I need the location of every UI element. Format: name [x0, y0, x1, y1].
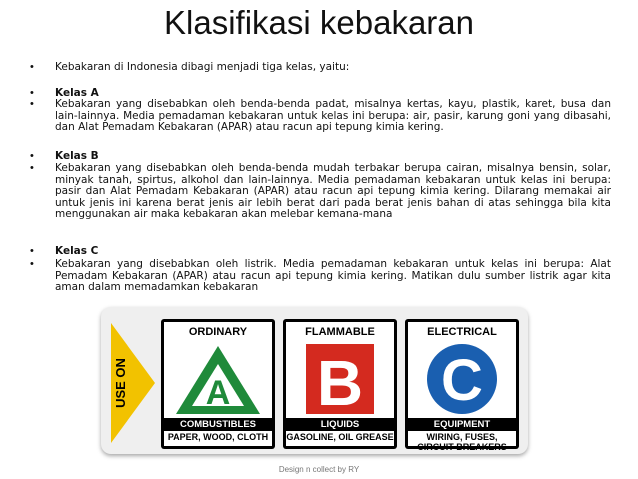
class-a-category: COMBUSTIBLES [164, 418, 272, 431]
class-b-materials: GASOLINE, OIL GREASE [286, 432, 394, 442]
bullet-marker: • [30, 162, 34, 174]
bullet-text: Kebakaran yang disebabkan oleh listrik. Media pemadaman kebakaran untuk kelas ini berupa: Alat Pemadam Kebakaran (APAR) atau racun api tepung kimia kering. Matikan dulu sumber listrik agar kita aman dalam memadamkan kebakaran [55, 258, 611, 293]
bullet-marker: • [30, 150, 34, 162]
class-c-heading: ELECTRICAL [427, 326, 497, 338]
bullet-marker: • [30, 98, 34, 110]
bullet-marker: • [30, 61, 34, 73]
bullet-text: Kebakaran di Indonesia dibagi menjadi tiga kelas, yaitu: [55, 61, 350, 73]
class-b-panel [283, 319, 397, 449]
bullet-text: Kelas A [55, 87, 99, 99]
bullet-text: Kelas C [55, 245, 99, 257]
bullet-marker: • [30, 87, 34, 99]
class-b-heading: FLAMMABLE [305, 326, 375, 338]
square-b-icon [286, 342, 394, 416]
bullet-marker: • [30, 258, 34, 270]
bullet-text: Kebakaran yang disebabkan oleh benda-benda padat, misalnya kertas, kayu, plastik, karet, busa dan lain-lainnya. Media pemadaman kebakaran untuk kelas ini berupa: air, pasir, karung goni yang dibasahi, dan Alat Pemadam Kebakaran (APAR) atau racun api tepung kimia kering. [55, 98, 611, 133]
class-a-letter: A [205, 374, 231, 412]
bullet-text: Kelas B [55, 150, 99, 162]
class-c-letter: C [441, 348, 483, 413]
footer-credit: Design n collect by RY [278, 465, 360, 474]
class-a-materials: PAPER, WOOD, CLOTH [167, 432, 269, 442]
class-c-materials: WIRING, FUSES, CIRCUIT BREAKERS [417, 432, 507, 452]
fire-class-sign [101, 307, 528, 454]
use-on-label: USE ON [113, 358, 128, 408]
class-c-category: EQUIPMENT [408, 418, 516, 431]
triangle-a-icon [164, 342, 272, 416]
class-a-panel [161, 319, 275, 449]
class-a-heading: ORDINARY [188, 326, 248, 338]
class-b-category: LIQUIDS [286, 418, 394, 431]
class-c-panel [405, 319, 519, 452]
bullet-text: Kebakaran yang disebabkan oleh benda-benda mudah terbakar berupa cairan, misalnya bensin, solar, minyak tanah, spirtus, alkohol dan lain-lainnya. Media pemadaman kebakaran untuk kelas ini berupa: pasir dan Alat Pemadam Kebakaran (APAR) atau racun api tepung kimia kering. Dilarang memakai air untuk jenis ini karena berat jenis air lebih berat dari pada berat jenis bahan di atas sehingga bila kita menggunakan air maka kebakaran akan melebar kemana-mana [55, 162, 611, 220]
use-on-arrow-icon [111, 323, 155, 443]
bullet-marker: • [30, 245, 34, 257]
circle-c-icon [408, 342, 516, 416]
class-b-letter: B [316, 347, 364, 416]
slide-title: Klasifikasi kebakaran [164, 4, 474, 41]
